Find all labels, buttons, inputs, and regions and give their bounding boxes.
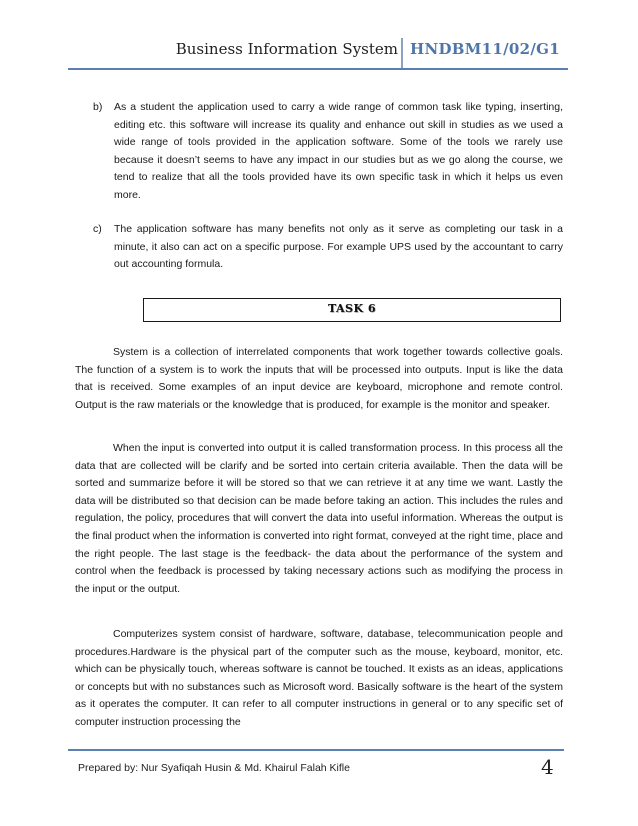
- body-paragraph: When the input is converted into output it is called transformation process. In this process all the data that are collected will be clarify and be sorted into certain criteria available. Then the data will be sorted and summarize before it will be stored so that we can retrieve it at any time we want. Lastly the data will be distributed so that decision can be made before taking an action. This includes the rules and regulation, the policy, procedures that will convert the data into useful information. Whereas the output is the final product when the information is converted into right format, conveyed at the right time, place and the right people. The last stage is the feedback- the data about the performance of the system and control when the feedback is processed by taking necessary actions such as modifying the process in the input or the output.: [75, 442, 563, 595]
- list-marker: c): [93, 223, 102, 235]
- list-item-text: As a student the application used to carry a wide range of common task like typing, inserting, editing etc. this software will increase its quality and enhance out skill in studies as we used a wide range of tools provided in the application software. Some of the tools we rarely use because it doesn’t seems to have any impact in our studies but as we go along the course, we tend to realize that all the tools provided have its own specific task in which it helps us even more.: [114, 101, 563, 201]
- page-header: [0, 38, 638, 68]
- footer-rule: [68, 749, 564, 751]
- list-item-text: The application software has many benefits not only as it serve as completing our task in a minute, it also can act on a specific purpose. For example UPS used by the accountant to carry out accounting formula.: [114, 223, 563, 271]
- body-paragraph: Computerizes system consist of hardware, software, database, telecommunication people and procedures.Hardware is the physical part of the computer such as the mouse, keyboard, monitor, etc. which can be physically touch, whereas software is cannot be touched. It exists as an ideas, applications or concepts but with no substances such as Microsoft word. Basically software is the heart of the system as it operates the computer. It can refer to all computer instructions in general or to any specific set of computer instruction processing the: [75, 628, 563, 728]
- header-course-code: HNDBM11/02/G1: [410, 40, 561, 58]
- body-paragraph: System is a collection of interrelated components that work together towards collective goals. The function of a system is to work the inputs that will be processed into outputs. Input is like the data that is received. Some examples of an input device are keyboard, microphone and remote control. Output is the raw materials or the knowledge that is produced, for example is the monitor and speaker.: [75, 346, 563, 411]
- list-marker: b): [93, 101, 103, 113]
- task-heading: TASK 6: [327, 302, 377, 315]
- list-item: [93, 221, 563, 277]
- header-title: Business Information System: [175, 40, 398, 58]
- header-rule: [68, 68, 568, 70]
- page-number: 4: [541, 755, 554, 779]
- footer-prepared-by: Prepared by: Nur Syafiqah Husin & Md. Khairul Falah Kifle: [78, 762, 350, 774]
- task-heading-box: [143, 298, 561, 322]
- list-item: [93, 99, 563, 209]
- header-separator: [401, 38, 403, 70]
